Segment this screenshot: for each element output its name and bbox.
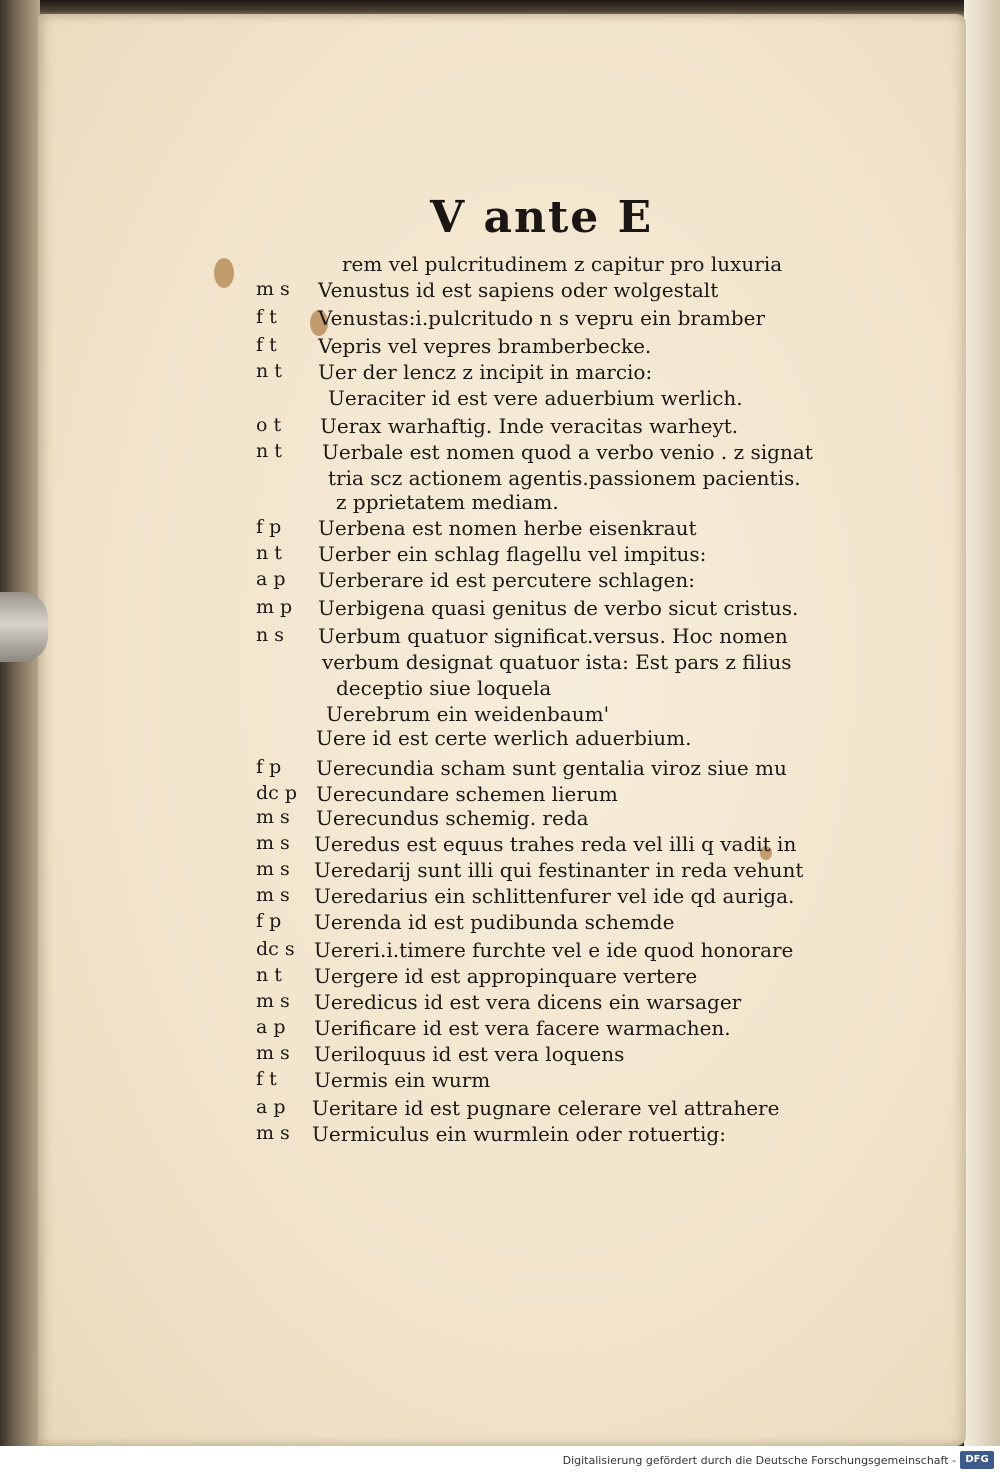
entry-gram-tag: m s (256, 1122, 290, 1144)
entry-gram-tag: f p (256, 516, 282, 538)
entry-gram-tag: m s (256, 858, 290, 880)
entry-text: Uermiculus ein wurmlein oder rotuertig: (312, 1122, 726, 1146)
entry-text: rem vel pulcritudinem z capitur pro luxuria (342, 252, 783, 276)
entry-text: Ueredus est equus trahes reda vel illi q vadit in (314, 832, 797, 856)
entry-text: Uereri.i.timere furchte vel e ide quod honorare (314, 938, 794, 962)
entry-text: Ueredarius ein schlittenfurer vel ide qd auriga. (314, 884, 795, 908)
entry-gram-tag: f t (256, 1068, 277, 1090)
page-heading: V ante E (430, 192, 654, 243)
entry-text: Venustas:i.pulcritudo n s vepru ein bramber (318, 306, 766, 330)
entry-text: Uerbum quatuor significat.versus. Hoc nomen (318, 624, 788, 648)
footer (0, 1446, 1000, 1475)
entry-text: Uergere id est appropinquare vertere (314, 964, 698, 988)
footer-credit: Digitalisierung gefördert durch die Deutsche Forschungsgemeinschaft - (562, 1454, 956, 1467)
entry-gram-tag: f p (256, 910, 282, 932)
entry-text: Uerificare id est vera facere warmachen. (314, 1016, 731, 1040)
entry-text: Ueriloquus id est vera loquens (314, 1042, 625, 1066)
entry-text: Uerbigena quasi genitus de verbo sicut cristus. (318, 596, 799, 620)
entry-gram-tag: dc s (256, 938, 295, 960)
entry-text: Uerbale est nomen quod a verbo venio . z signat (322, 440, 813, 464)
entry-gram-tag: f p (256, 756, 282, 778)
entry-text: z pprietatem mediam. (336, 490, 559, 514)
entry-text: Ueritare id est pugnare celerare vel attrahere (312, 1096, 780, 1120)
entry-gram-tag: n t (256, 542, 282, 564)
stain-spot (214, 258, 234, 288)
entry-text: Uerax warhaftig. Inde veracitas warheyt. (320, 414, 739, 438)
entry-text: Uerecundia scham sunt gentalia viroz siue mu (316, 756, 787, 780)
entry-gram-tag: n t (256, 360, 282, 382)
dfg-logo: DFG (960, 1451, 994, 1469)
entry-gram-tag: m s (256, 278, 290, 300)
entry-gram-tag: a p (256, 568, 286, 590)
book-edge-right (964, 0, 1000, 1446)
entry-text: Uerberare id est percutere schlagen: (318, 568, 696, 592)
entry-text: Uer der lencz z incipit in marcio: (318, 360, 653, 384)
entry-text: Ueredarij sunt illi qui festinanter in reda vehunt (314, 858, 804, 882)
book-spine-left (0, 0, 40, 1446)
entry-text: Vepris vel vepres bramberbecke. (318, 334, 652, 358)
entry-gram-tag: m s (256, 832, 290, 854)
entry-text: tria scz actionem agentis.passionem pacientis. (328, 466, 801, 490)
entry-text: Uerecundare schemen lierum (316, 782, 618, 806)
entry-text: Venustus id est sapiens oder wolgestalt (318, 278, 719, 302)
entry-gram-tag: m s (256, 990, 290, 1012)
entry-gram-tag: n t (256, 964, 282, 986)
entry-text: deceptio siue loquela (336, 676, 552, 700)
entry-gram-tag: m s (256, 806, 290, 828)
entry-gram-tag: n t (256, 440, 282, 462)
entry-text: Uerbena est nomen herbe eisenkraut (318, 516, 697, 540)
entry-gram-tag: m s (256, 1042, 290, 1064)
entry-gram-tag: m p (256, 596, 293, 618)
entry-text: Uerecundus schemig. reda (316, 806, 589, 830)
entry-text: Uerenda id est pudibunda schemde (314, 910, 675, 934)
entry-text: verbum designat quatuor ista: Est pars z filius (322, 650, 792, 674)
entry-gram-tag: n s (256, 624, 285, 646)
book-clasp (0, 592, 48, 662)
entry-gram-tag: a p (256, 1096, 286, 1118)
entry-text: Uermis ein wurm (314, 1068, 491, 1092)
entry-text: Uerebrum ein weidenbaum' (326, 702, 610, 726)
entry-gram-tag: m s (256, 884, 290, 906)
entry-gram-tag: dc p (256, 782, 298, 804)
entry-gram-tag: a p (256, 1016, 286, 1038)
entry-gram-tag: f t (256, 306, 277, 328)
entry-text: Uere id est certe werlich aduerbium. (316, 726, 692, 750)
entry-text: Uerber ein schlag flagellu vel impitus: (318, 542, 707, 566)
entry-text: Ueraciter id est vere aduerbium werlich. (328, 386, 743, 410)
entry-gram-tag: o t (256, 414, 282, 436)
entry-gram-tag: f t (256, 334, 277, 356)
entry-text: Ueredicus id est vera dicens ein warsager (314, 990, 742, 1014)
